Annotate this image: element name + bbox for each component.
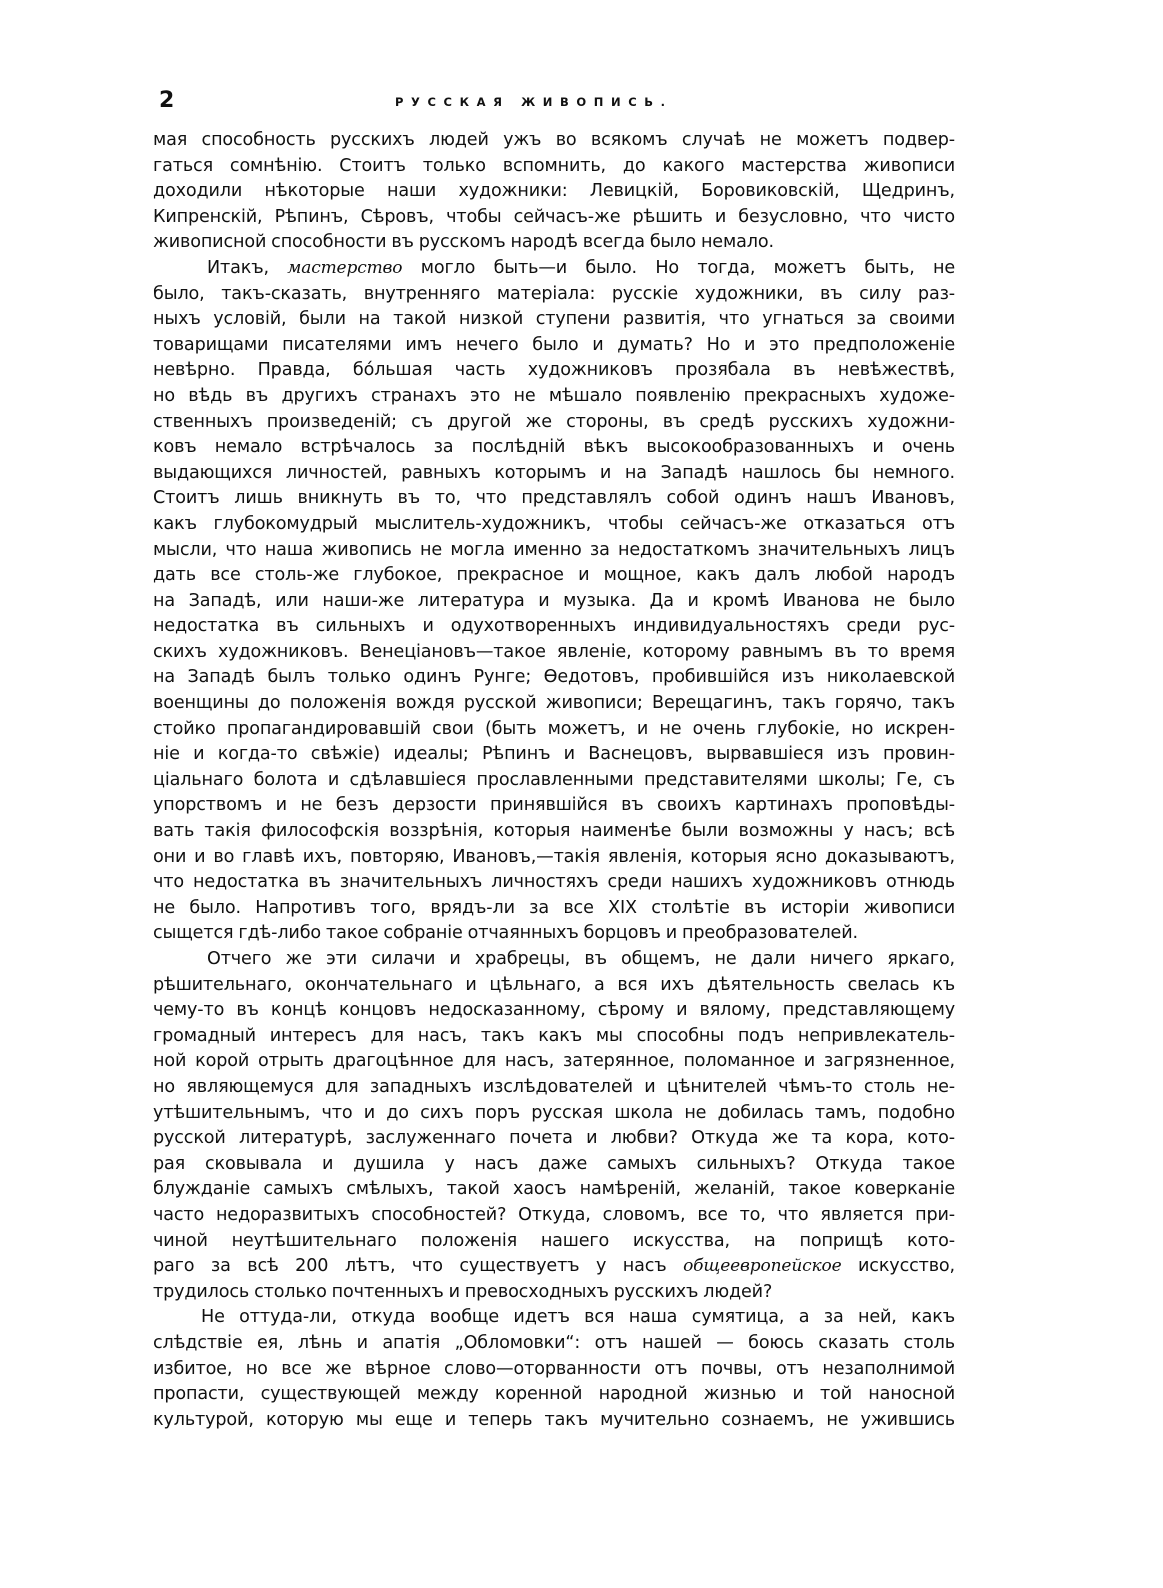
text-segment: искусство, (841, 1256, 955, 1277)
text-segment: могло быть—и было. Но тогда, можетъ быть, не (402, 257, 955, 278)
text-line: Не оттуда-ли, откуда вообще идетъ вся наша сумятица, а за ней, какъ (201, 1307, 955, 1328)
text-line (153, 256, 955, 282)
text-line: избитое, но все же вѣрное слово—оторванности отъ почвы, отъ незаполнимой (153, 1358, 955, 1379)
text-line: культурой, которую мы еще и теперь такъ мучительно сознаемъ, не ужившись (153, 1409, 955, 1430)
text-line: чему-то въ концѣ концовъ недосказанному, сѣрому и вялому, представляющему (153, 1000, 955, 1021)
text-line: на Западѣ былъ только одинъ Рунге; Ѳедотовъ, пробившійся изъ николаевской (153, 667, 955, 688)
text-line: рѣшительнаго, окончательнаго и цѣльнаго, а вся ихъ дѣятельность свелась къ (153, 974, 955, 995)
text-line: ковъ немало встрѣчалось за послѣдній вѣкъ высокообразованныхъ и очень (153, 437, 955, 458)
text-line: товарищами писателями имъ нечего было и думать? Но и это предположеніе (153, 334, 955, 355)
text-line: доходили нѣкоторые наши художники: Левицкій, Боровиковскій, Щедринъ, (153, 181, 955, 202)
text-line: Стоитъ лишь вникнуть въ то, что представлялъ собой одинъ нашъ Ивановъ, (153, 488, 955, 509)
running-head (155, 88, 975, 118)
text-line: военщины до положенія вождя русской живописи; Верещагинъ, такъ горячо, такъ (153, 693, 955, 714)
text-line: они и во главѣ ихъ, повторяю, Ивановъ,—такія явленія, которыя ясно доказываютъ, (153, 846, 955, 867)
text-segment: раго за всѣ 200 лѣтъ, что существуетъ у насъ (153, 1256, 684, 1277)
text-line: трудилось столько почтенныхъ и превосходныхъ русскихъ людей? (153, 1281, 773, 1302)
text-line (153, 1254, 955, 1280)
text-line: какъ глубокомудрый мыслитель-художникъ, чтобы сейчасъ-же отказаться отъ (153, 513, 955, 534)
text-line: слѣдствіе ея, лѣнь и апатія „Обломовки“: отъ нашей — боюсь сказать столь (153, 1332, 955, 1353)
text-line: что недостатка въ значительныхъ личностяхъ среди нашихъ художниковъ отнюдь (153, 872, 955, 893)
text-line: утѣшительнымъ, что и до сихъ поръ русская школа не добилась тамъ, подобно (153, 1102, 955, 1123)
text-line: недостатка въ сильныхъ и одухотворенныхъ индивидуальностяхъ среди рус- (153, 616, 955, 637)
text-line: но являющемуся для западныхъ изслѣдователей и цѣнителей чѣмъ-то столь не- (153, 1076, 955, 1097)
text-line: пропасти, существующей между коренной народной жизнью и той наносной (153, 1384, 955, 1405)
text-line: было, такъ-сказать, внутренняго матеріала: русскіе художники, въ силу раз- (153, 283, 955, 304)
text-segment: Итакъ, (207, 257, 288, 278)
text-line: чиной неутѣшительнаго положенія нашего искусства, на поприщѣ кото- (153, 1230, 955, 1251)
text-line: блужданіе самыхъ смѣлыхъ, такой хаосъ намѣреній, желаній, такое коверканіе (153, 1179, 955, 1200)
text-line: живописной способности въ русскомъ народѣ всегда было немало. (153, 232, 774, 253)
text-line: гаться сомнѣнію. Стоитъ только вспомнить, до какого мастерства живописи (153, 155, 955, 176)
page-number: 2 (159, 88, 175, 113)
text-line: невѣрно. Правда, бóльшая часть художниковъ прозябала въ невѣжествѣ, (153, 360, 955, 381)
text-line: русской литературѣ, заслуженнаго почета и любви? Откуда же та кора, кото- (153, 1128, 955, 1149)
text-line: Кипренскій, Рѣпинъ, Сѣровъ, чтобы сейчасъ-же рѣшить и безусловно, что чисто (153, 206, 955, 227)
text-line: сыщется гдѣ-либо такое собраніе отчаянныхъ борцовъ и преобразователей. (153, 923, 858, 944)
text-line: мысли, что наша живопись не могла именно за недостаткомъ значительныхъ лицъ (153, 539, 955, 560)
text-line: стойко пропагандировавшій свои (быть можетъ, и не очень глубокіе, но искрен- (153, 718, 955, 739)
text-line: вать такія философскія воззрѣнія, которыя наименѣе были возможны у насъ; всѣ (153, 821, 955, 842)
text-line: скихъ художниковъ. Венеціановъ—такое явленіе, которому равнымъ въ то время (153, 641, 955, 662)
text-line: дать все столь-же глубокое, прекрасное и мощное, какъ далъ любой народъ (153, 565, 955, 586)
text-line: ніе и когда-то свѣжіе) идеалы; Рѣпинъ и Васнецовъ, вырвавшіеся изъ провин- (153, 744, 955, 765)
emphasized-word: мастерство (287, 257, 403, 278)
text-line: мая способность русскихъ людей ужъ во всякомъ случаѣ не можетъ подвер- (153, 130, 955, 150)
text-line: на Западѣ, или наши-же литература и музыка. Да и кромѣ Иванова не было (153, 590, 955, 611)
emphasized-word: общеевропейское (683, 1256, 842, 1277)
text-line: Отчего же эти силачи и храбрецы, въ общемъ, не дали ничего яркаго, (207, 949, 955, 969)
text-line: ціальнаго болота и сдѣлавшіеся прославленными представителями школы; Ге, съ (153, 769, 955, 790)
text-line: упорствомъ и не безъ дерзости принявшійся въ своихъ картинахъ проповѣды- (153, 795, 955, 816)
text-line: ной корой отрыть драгоцѣнное для насъ, затерянное, поломанное и загрязненное, (153, 1051, 955, 1072)
text-line: но вѣдь въ другихъ странахъ это не мѣшало появленію прекрасныхъ художе- (153, 385, 955, 406)
running-title: РУССКАЯ ЖИВОПИСЬ. (395, 95, 673, 109)
text-line: рая сковывала и душила у насъ даже самыхъ сильныхъ? Откуда такое (153, 1153, 955, 1174)
body-text (153, 128, 955, 1433)
text-line: не было. Напротивъ того, врядъ-ли за все XIX столѣтіе въ исторіи живописи (153, 897, 955, 918)
text-line: часто недоразвитыхъ способностей? Откуда, словомъ, все то, что является при- (153, 1204, 955, 1225)
text-line: выдающихся личностей, равныхъ которымъ и на Западѣ нашлось бы немного. (153, 462, 955, 483)
text-line: ныхъ условій, были на такой низкой ступени развитія, что угнаться за своими (153, 309, 955, 330)
text-line: громадный интересъ для насъ, такъ какъ мы способны подъ непривлекатель- (153, 1025, 955, 1046)
text-line: ственныхъ произведеній; съ другой же стороны, въ средѣ русскихъ художни- (153, 411, 955, 432)
